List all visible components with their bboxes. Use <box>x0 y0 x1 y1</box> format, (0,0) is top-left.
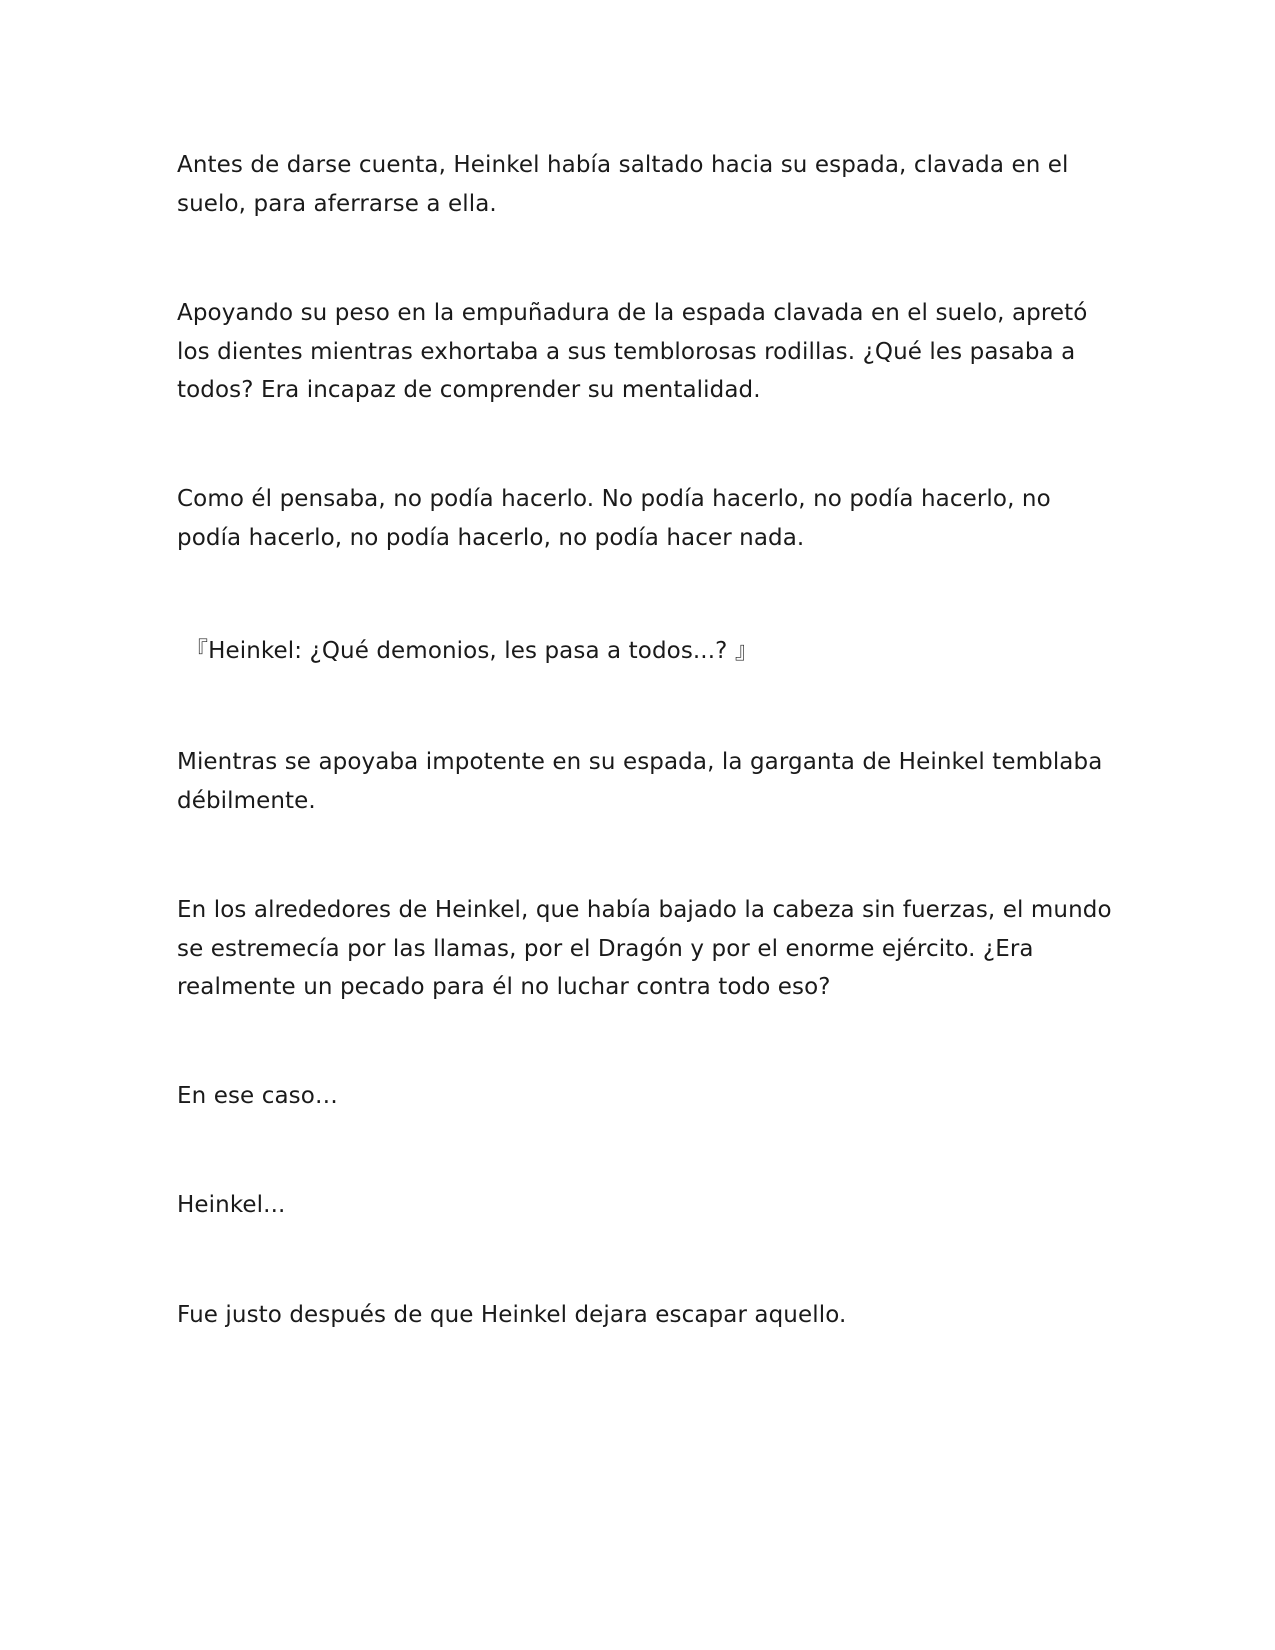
paragraph-8: Heinkel... <box>177 1192 286 1218</box>
paragraph-3: Como él pensaba, no podía hacerlo. No podía hacerlo, no podía hacerlo, no podía hacerlo, no podía hacerlo, no podía hacer nada. <box>177 486 1051 551</box>
paragraph-7: En ese caso… <box>177 1083 339 1109</box>
paragraph-5: Mientras se apoyaba impotente en su espada, la garganta de Heinkel temblaba débilmente. <box>177 749 1103 814</box>
paragraph-2: Apoyando su peso en la empuñadura de la espada clavada en el suelo, apretó los dientes mientras exhortaba a sus temblorosas rodillas. ¿Qué les pasaba a todos? Era incapaz de comprender su mentalidad. <box>177 300 1088 403</box>
paragraph-6: En los alrededores de Heinkel, que había bajado la cabeza sin fuerzas, el mundo se estremecía por las llamas, por el Dragón y por el enorme ejército. ¿Era realmente un pecado para él no luchar contra todo eso? <box>177 897 1112 1000</box>
paragraph-1: Antes de darse cuenta, Heinkel había saltado hacia su espada, clavada en el suelo, para aferrarse a ella. <box>177 152 1069 217</box>
dialogue-line: 『Heinkel: ¿Qué demonios, les pasa a todos...? 』 <box>185 638 758 664</box>
paragraph-9: Fue justo después de que Heinkel dejara escapar aquello. <box>177 1302 847 1328</box>
